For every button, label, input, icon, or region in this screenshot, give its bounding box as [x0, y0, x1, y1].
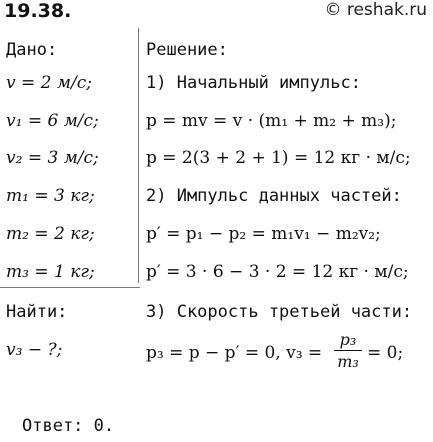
column-divider — [138, 28, 139, 283]
given-line-v2: v₂ = 3 м/с; — [6, 148, 99, 168]
step1-equation-1: p = mv = v · (m₁ + m₂ + m₃); — [146, 111, 397, 131]
given-label: Дано: — [6, 40, 58, 60]
watermark: © reshak.ru — [324, 0, 427, 20]
given-find-divider — [0, 287, 140, 288]
step3-fraction — [334, 330, 362, 371]
find-label: Найти: — [6, 302, 68, 322]
step1-title: 1) Начальный импульс: — [146, 73, 361, 93]
solution-label: Решение: — [146, 40, 228, 60]
problem-number: 19.38. — [4, 0, 72, 22]
answer: Ответ: 0. — [22, 416, 115, 436]
step2-title: 2) Импульс данных частей: — [146, 186, 402, 206]
step1-equation-2: p = 2(3 + 2 + 1) = 12 кг · м/с; — [146, 148, 411, 168]
given-line-m1: m₁ = 3 кг; — [6, 186, 95, 206]
fraction-denominator: m₃ — [337, 352, 359, 371]
given-line-m2: m₂ = 2 кг; — [6, 224, 95, 244]
fraction-bar — [334, 350, 362, 351]
step3-title: 3) Скорость третьей части: — [146, 302, 413, 322]
given-line-v: v = 2 м/с; — [6, 73, 92, 93]
given-line-v1: v₁ = 6 м/с; — [6, 111, 99, 131]
find-line: v₃ − ?; — [6, 340, 63, 360]
step3-equation-right: = 0; — [367, 343, 404, 363]
step2-equation-2: p′ = 3 · 6 − 3 · 2 = 12 кг · м/с; — [146, 262, 409, 282]
given-line-m3: m₃ = 1 кг; — [6, 262, 95, 282]
step3-equation-left: p₃ = p − p′ = 0, v₃ = — [146, 343, 323, 363]
fraction-numerator: p₃ — [339, 330, 357, 349]
step2-equation-1: p′ = p₁ − p₂ = m₁v₁ − m₂v₂; — [146, 224, 381, 244]
